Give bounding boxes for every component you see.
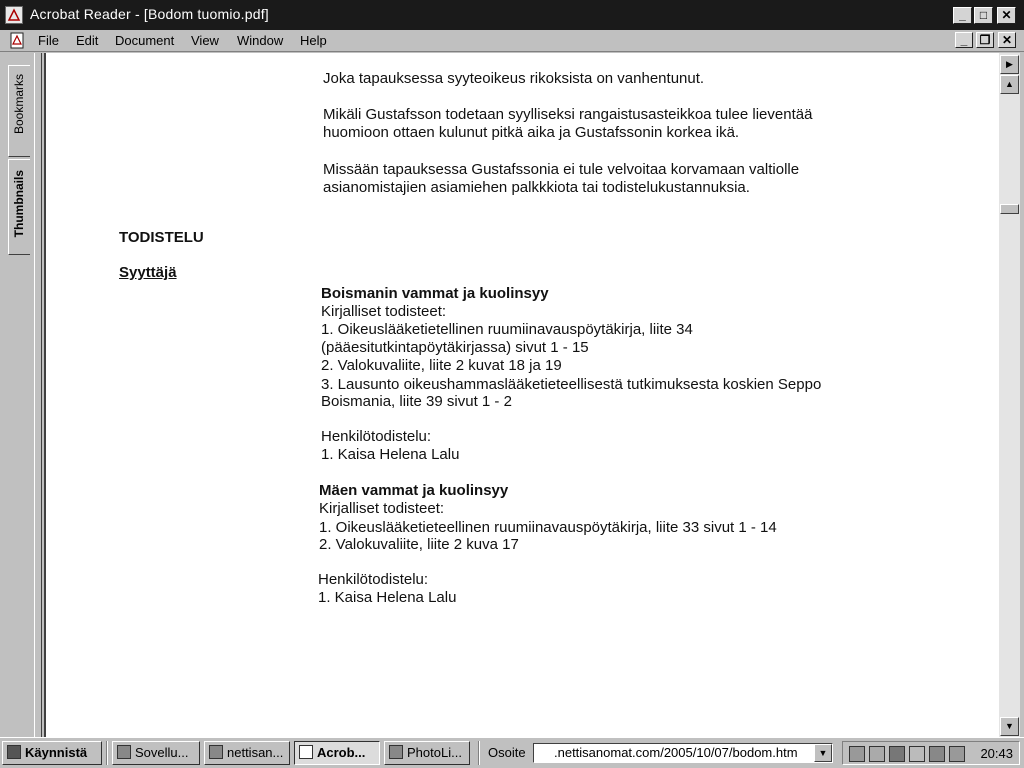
taskbar-separator xyxy=(106,741,108,765)
paragraph-3-line-1: Missään tapauksessa Gustafssonia ei tule velvoitaa korvamaan valtiolle xyxy=(323,161,800,178)
menu-bar xyxy=(0,30,1024,52)
section-2-written-label: Kirjalliset todisteet: xyxy=(319,500,445,517)
section-1-line-1: 1. Oikeuslääketietellinen ruumiinavauspöytäkirja, liite 34 xyxy=(321,321,693,338)
section-1-line-3: 2. Valokuvaliite, liite 2 kuvat 18 ja 19 xyxy=(321,357,562,374)
section-1-personal-label: Henkilötodistelu: xyxy=(321,428,432,445)
window-title: Acrobat Reader - [Bodom tuomio.pdf] xyxy=(30,6,269,22)
section-1-title: Boismanin vammat ja kuolinsyy xyxy=(321,285,549,302)
browser-icon xyxy=(209,745,223,759)
tab-bookmarks[interactable] xyxy=(8,65,30,157)
network-icon[interactable] xyxy=(849,746,865,762)
taskbar-button-label: Sovellu... xyxy=(135,745,189,760)
page-right-button[interactable]: ▶ xyxy=(1000,55,1019,74)
scroll-down-button[interactable]: ▼ xyxy=(1000,717,1019,736)
doc-minimize-button[interactable]: _ xyxy=(955,32,973,48)
start-label: Käynnistä xyxy=(25,745,88,760)
maximize-button[interactable]: □ xyxy=(974,7,993,24)
acrobat-icon xyxy=(299,745,313,759)
scroll-thumb[interactable] xyxy=(1000,204,1019,214)
menu-window-label: Window xyxy=(237,33,284,48)
doc-close-button[interactable]: ✕ xyxy=(998,32,1016,48)
paragraph-2-line-1: Mikäli Gustafsson todetaan syylliseksi rangaistusasteikkoa tulee lieventää xyxy=(323,106,813,123)
volume-icon[interactable] xyxy=(909,746,925,762)
doc-restore-button[interactable]: ❐ xyxy=(976,32,994,48)
document-page xyxy=(44,53,999,737)
display-icon[interactable] xyxy=(949,746,965,762)
app-icon xyxy=(117,745,131,759)
section-2-line-1: 1. Oikeuslääketieteellinen ruumiinavauspöytäkirja, liite 33 sivut 1 - 14 xyxy=(319,519,777,536)
start-button[interactable] xyxy=(2,741,102,765)
paragraph-1: Joka tapauksessa syyteoikeus rikoksista on vanhentunut. xyxy=(323,70,705,87)
document-icon[interactable] xyxy=(8,32,28,50)
taskbar-button-sovellu[interactable] xyxy=(112,741,200,765)
taskbar xyxy=(0,737,1024,768)
taskbar-button-photolibrary[interactable] xyxy=(384,741,470,765)
vertical-scrollbar[interactable] xyxy=(999,53,1020,737)
antivirus-icon[interactable] xyxy=(889,746,905,762)
taskbar-button-nettisanomat[interactable] xyxy=(204,741,290,765)
taskbar-button-label: nettisan... xyxy=(227,745,284,760)
scroll-up-button[interactable]: ▲ xyxy=(1000,75,1019,94)
section-2-personal-1: 1. Kaisa Helena Lalu xyxy=(318,589,457,606)
menu-document[interactable] xyxy=(115,33,174,48)
system-tray xyxy=(842,741,1020,765)
address-label: Osoite xyxy=(488,745,526,760)
address-input[interactable]: .nettisanomat.com/2005/10/07/bodom.htm xyxy=(533,743,833,763)
taskbar-button-label: Acrob... xyxy=(317,745,366,760)
section-2-personal-label: Henkilötodistelu: xyxy=(318,571,429,588)
section-1-personal-1: 1. Kaisa Helena Lalu xyxy=(321,446,460,463)
menu-window[interactable] xyxy=(237,33,283,48)
heading-todistelu: TODISTELU xyxy=(119,229,204,246)
taskbar-separator xyxy=(478,741,480,765)
section-1-line-2: (pääesitutkintapöytäkirjassa) sivut 1 - 15 xyxy=(321,339,589,356)
menu-file-label: File xyxy=(38,33,59,48)
title-bar xyxy=(0,0,1024,30)
photo-icon xyxy=(389,745,403,759)
menu-view[interactable] xyxy=(191,33,219,48)
menu-document-label: Document xyxy=(115,33,175,48)
menu-help-label: Help xyxy=(300,33,327,48)
menu-help[interactable] xyxy=(300,33,327,48)
section-1-line-4: 3. Lausunto oikeushammaslääketieteellisestä tutkimuksesta koskien Seppo xyxy=(321,376,822,393)
section-1-line-5: Boismania, liite 39 sivut 1 - 2 xyxy=(321,393,512,410)
menu-edit[interactable] xyxy=(76,33,98,48)
connection-icon[interactable] xyxy=(929,746,945,762)
menu-view-label: View xyxy=(191,33,219,48)
acrobat-app-icon[interactable] xyxy=(5,6,23,24)
search-tray-icon[interactable] xyxy=(869,746,885,762)
menu-file[interactable] xyxy=(38,33,59,48)
section-2-line-2: 2. Valokuvaliite, liite 2 kuva 17 xyxy=(319,536,519,553)
windows-logo-icon xyxy=(7,745,21,759)
section-2-title: Mäen vammat ja kuolinsyy xyxy=(319,482,509,499)
paragraph-3-line-2: asianomistajien asiamiehen palkkkiota tai todistelukustannuksia. xyxy=(323,179,750,196)
section-1-written-label: Kirjalliset todisteet: xyxy=(321,303,447,320)
taskbar-button-acrobat[interactable] xyxy=(294,741,380,765)
address-dropdown-icon[interactable]: ▼ xyxy=(814,744,832,762)
pane-splitter[interactable] xyxy=(34,53,42,737)
close-button[interactable]: ✕ xyxy=(997,7,1016,24)
paragraph-2-line-2: huomioon ottaen kulunut pitkä aika ja Gustafssonin korkea ikä. xyxy=(323,124,740,141)
minimize-button[interactable]: _ xyxy=(953,7,972,24)
tab-thumbnails-label: Thumbnails xyxy=(12,170,26,238)
menu-edit-label: Edit xyxy=(76,33,99,48)
clock[interactable]: 20:43 xyxy=(980,746,1013,761)
tab-bookmarks-label: Bookmarks xyxy=(12,74,26,135)
taskbar-button-label: PhotoLi... xyxy=(407,745,462,760)
tab-thumbnails[interactable] xyxy=(8,159,30,255)
subheading-syyttaja: Syyttäjä xyxy=(119,264,177,281)
